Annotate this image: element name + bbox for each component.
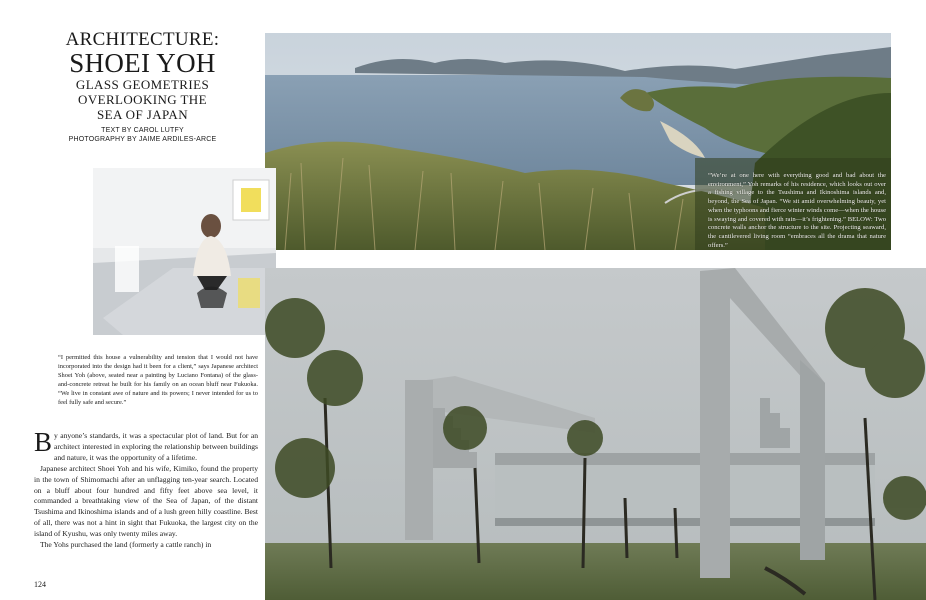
photo-credit: PHOTOGRAPHY BY JAIME ARDILES-ARCE [68, 136, 217, 143]
house-photo [265, 268, 926, 600]
article-kicker: ARCHITECTURE: [65, 29, 220, 50]
deck-line-3: SEA OF JAPAN [96, 107, 189, 122]
title-block [30, 30, 255, 122]
deck-line-2: OVERLOOKING THE [78, 92, 207, 107]
body-paragraph-3: The Yohs purchased the land (formerly a cattle ranch) in [40, 540, 212, 550]
portrait-photo [93, 168, 276, 335]
credits [30, 126, 255, 144]
body-paragraph-2: Japanese architect Shoei Yoh and his wife, Kimiko, found the property in the town of Shimomachi after an unflagging ten-year search. Located on a bluff about four hundred and fifty feet above sea level, it commanded a breathtaking view of the Sea of Japan, of the distant Tsushima and Ikinoshima islands and of a lush green hilly coastline. Best of all, there was not a hint in sight that Fukuoka, the largest city on the island of Kyushu, was only twenty miles away. [34, 463, 258, 539]
article-headline: SHOEI YOH [69, 48, 216, 78]
deck-line-1: GLASS GEOMETRIES [75, 77, 210, 92]
house-in-fog-illustration [265, 268, 926, 600]
drop-cap: B [34, 427, 53, 457]
text-credit: TEXT BY CAROL LUTFY [101, 127, 184, 134]
architect-portrait-illustration [93, 168, 276, 335]
body-paragraph-1: y anyone’s standards, it was a spectacular plot of land. But for an architect interested in exploring the relationship between buildings and nature, it was the opportunity of a lifetime. [54, 431, 258, 462]
architect-quote: “I permitted this house a vulnerability and tension that I would not have incorporated into the design had it been for a client,” says Japanese architect Shoei Yoh (above, seated near a painting by Luciano Fontana) of the glass-and-concrete retreat he built for his family on an ocean bluff near Fukuoka. “We live in constant awe of nature and its powers; I never intended for us to feel fully safe and secure.” [58, 354, 258, 406]
page-number: 124 [34, 580, 46, 589]
article-body [34, 427, 258, 551]
landscape-caption: “We’re at one here with everything good and bad about the environment,” Yoh remarks of his residence, which looks out over a fishing village to the Tsushima and Ikinoshima islands and, beyond, the Sea of Japan. “We sit amid overwhelming beauty, yet when the typhoons and fierce winter winds come—when the house is swaying and covered with rain—it’s frightening.” BELOW: Two concrete walls anchor the structure to the site. Projecting seaward, the cantilevered living room “embraces all the drama that nature offers.” [708, 172, 886, 249]
